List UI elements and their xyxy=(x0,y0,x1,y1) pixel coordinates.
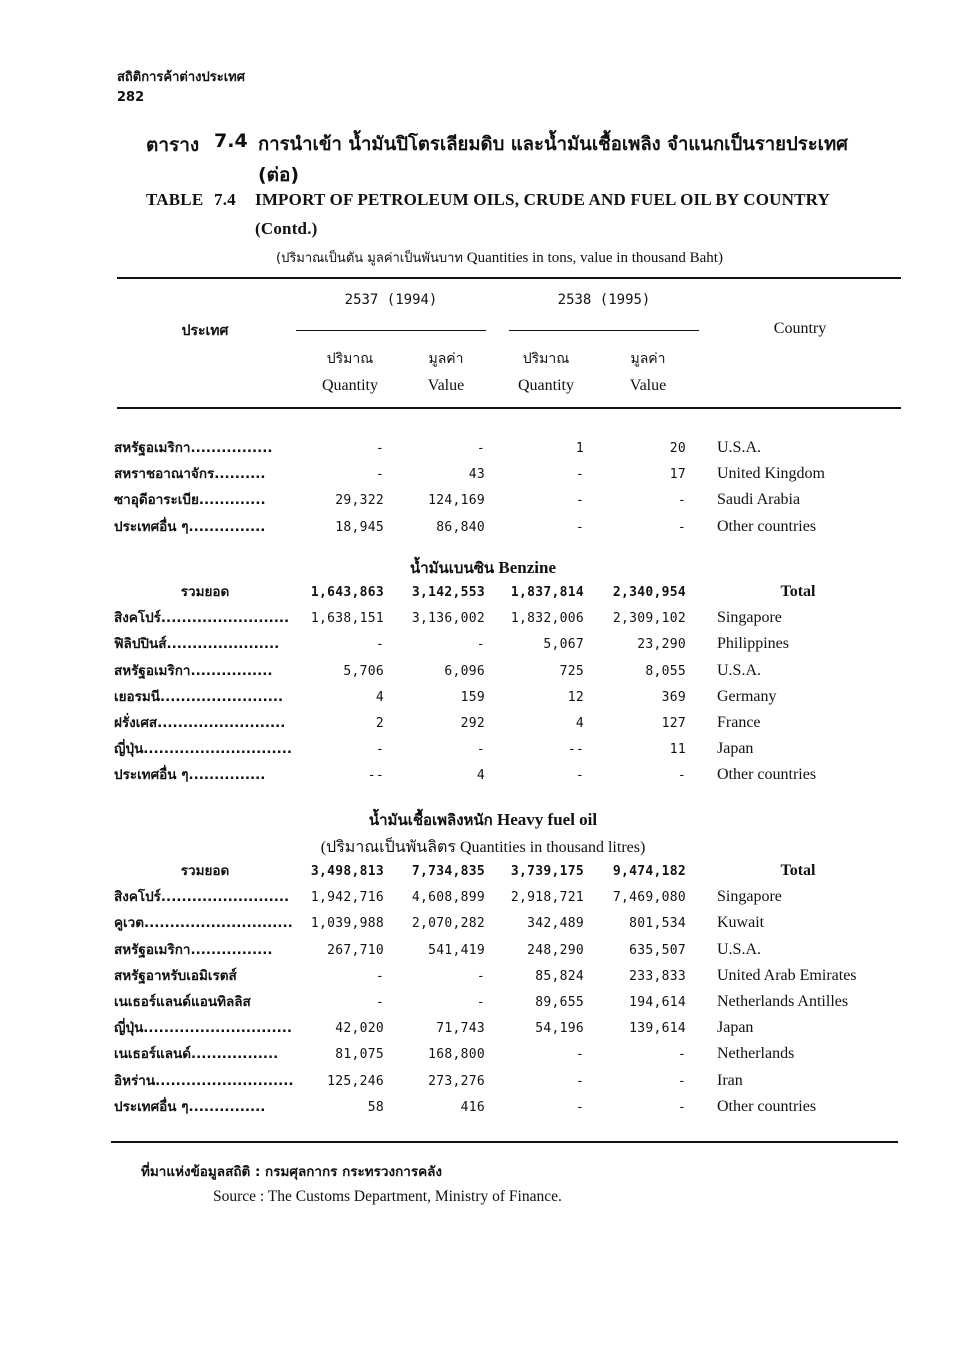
cell-q2: 2,918,721 xyxy=(510,890,584,906)
table-row xyxy=(0,1045,966,1067)
cell-q2: 248,290 xyxy=(527,942,584,958)
row-label-th: ญี่ปุ่น............................. xyxy=(114,741,293,758)
row-label-th: คูเวต............................. xyxy=(114,915,293,932)
year1-underline xyxy=(296,330,486,331)
cell-q1: - xyxy=(375,441,384,456)
row-label-en: Other countries xyxy=(717,766,817,784)
row-label-en: Singapore xyxy=(717,888,782,906)
cell-v2: - xyxy=(677,493,686,509)
cell-v2: 139,614 xyxy=(629,1021,686,1037)
cell-q2: - xyxy=(575,467,584,483)
row-label-en: Other countries xyxy=(717,1097,817,1115)
row-label-th: สหรัฐอเมริกา................ xyxy=(114,440,273,456)
qty1-th-heading: ปริมาณ xyxy=(326,351,374,367)
row-label-th: ประเทศอื่น ๆ............... xyxy=(114,518,266,535)
cell-q1: 2 xyxy=(375,716,384,731)
cell-v1: 6,096 xyxy=(444,663,485,679)
cell-q1: - xyxy=(375,637,384,653)
units-note-en: Quantities in tons, value in thousand Baht) xyxy=(466,250,723,266)
row-label-th: ฝรั่งเศส......................... xyxy=(114,715,286,731)
cell-v1: 168,800 xyxy=(428,1047,485,1063)
row-label-en: Kuwait xyxy=(717,914,765,932)
table-row xyxy=(0,993,966,1015)
cell-v1: 124,169 xyxy=(428,493,485,509)
row-label-en: Singapore xyxy=(717,609,782,627)
cell-v1: 416 xyxy=(460,1099,485,1115)
year2-underline xyxy=(509,330,699,331)
table-row xyxy=(0,914,966,936)
row-label-th: สหรัฐอาหรับเอมิเรตส์ xyxy=(114,967,237,984)
cell-v1: 3,142,553 xyxy=(411,585,485,600)
row-label-en: Netherlands xyxy=(717,1045,795,1063)
row-label-en: U.S.A. xyxy=(717,940,762,958)
section-title xyxy=(0,808,966,832)
row-label-en: Other countries xyxy=(717,517,817,535)
cell-q2: - xyxy=(575,519,584,535)
table-header-rule xyxy=(117,407,901,409)
row-label-en: U.S.A. xyxy=(717,661,762,679)
row-label-th: สหรัฐอเมริกา................ xyxy=(114,941,273,958)
cell-v1: 4,608,899 xyxy=(411,890,485,906)
cell-v2: 20 xyxy=(669,441,686,456)
cell-v2: - xyxy=(677,519,686,535)
total-row xyxy=(0,583,966,605)
running-header: สถิติการค้าต่างประเทศ xyxy=(117,70,245,85)
cell-q2: 3,739,175 xyxy=(510,864,584,879)
row-label-th: เนเธอร์แลนด์................. xyxy=(114,1046,279,1063)
row-label-th: สหราชอาณาจักร.......... xyxy=(114,466,266,483)
val2-en-heading: Value xyxy=(629,377,667,394)
row-label-en: Total xyxy=(780,583,816,600)
title-en-prefix: TABLE xyxy=(146,190,204,209)
table-row xyxy=(0,941,966,963)
cell-v2: 2,340,954 xyxy=(612,585,686,600)
cell-q1: 125,246 xyxy=(327,1073,384,1089)
cell-v1: 2,070,282 xyxy=(411,916,485,932)
cell-q1: 3,498,813 xyxy=(310,864,384,879)
row-label-th: สหรัฐอเมริกา................ xyxy=(114,662,273,679)
cell-q2: - xyxy=(575,493,584,509)
row-label-th: รวมยอด xyxy=(180,584,230,600)
cell-q1: 1,039,988 xyxy=(310,916,384,932)
cell-q1: 42,020 xyxy=(335,1021,384,1037)
cell-v2: 11 xyxy=(669,742,686,758)
cell-q2: 54,196 xyxy=(535,1021,584,1037)
table-row xyxy=(0,439,966,461)
row-label-th: ประเทศอื่น ๆ............... xyxy=(114,767,266,784)
title-en-text: IMPORT OF PETROLEUM OILS, CRUDE AND FUEL OIL BY COUNTRY xyxy=(255,190,830,209)
row-label-en: Netherlands Antilles xyxy=(717,993,849,1010)
cell-v2: 2,309,102 xyxy=(612,611,686,627)
title-th-contd: (ต่อ) xyxy=(258,164,300,186)
cell-q1: -- xyxy=(367,768,384,784)
cell-q2: -- xyxy=(567,742,584,758)
cell-q1: 18,945 xyxy=(335,519,384,535)
cell-q1: - xyxy=(375,467,384,483)
table-row xyxy=(0,609,966,631)
cell-q2: 1,837,814 xyxy=(510,585,584,600)
cell-v2: 369 xyxy=(661,689,686,705)
cell-v1: - xyxy=(476,968,485,984)
cell-v2: 17 xyxy=(669,467,686,483)
cell-q2: 12 xyxy=(567,689,584,705)
cell-v1: 86,840 xyxy=(436,519,485,535)
table-row xyxy=(0,491,966,513)
cell-v1: 273,276 xyxy=(428,1073,485,1089)
cell-v2: 23,290 xyxy=(637,637,686,653)
row-label-en: United Arab Emirates xyxy=(717,966,857,984)
country-th-heading: ประเทศ xyxy=(181,323,229,339)
section-title xyxy=(0,556,966,580)
year2-heading: 2538 (1995) xyxy=(557,292,651,308)
table-row xyxy=(0,766,966,788)
row-label-th: เนเธอร์แลนด์แอนทิลลิส xyxy=(114,994,251,1010)
section-title-th: น้ำมันเบนซิน xyxy=(409,559,495,577)
cell-v1: 7,734,835 xyxy=(411,864,485,879)
row-label-th: สิงคโปร์......................... xyxy=(114,610,290,627)
cell-q1: 5,706 xyxy=(343,663,384,679)
title-en-number: 7.4 xyxy=(214,190,236,209)
source-en: Source : The Customs Department, Ministry of Finance. xyxy=(213,1188,562,1205)
cell-q2: 1 xyxy=(575,441,584,456)
cell-v2: 801,534 xyxy=(629,916,686,932)
cell-v1: - xyxy=(476,742,485,758)
cell-q1: 267,710 xyxy=(327,942,384,958)
cell-q1: 4 xyxy=(375,689,384,705)
cell-q2: 4 xyxy=(575,716,584,731)
row-label-en: Philippines xyxy=(717,635,790,653)
cell-q1: - xyxy=(375,742,384,758)
cell-v2: 7,469,080 xyxy=(612,890,686,906)
row-label-en: Saudi Arabia xyxy=(717,491,801,509)
cell-v2: 8,055 xyxy=(645,663,686,679)
row-label-th: รวมยอด xyxy=(180,863,230,879)
cell-q1: 1,643,863 xyxy=(310,585,384,600)
table-top-rule xyxy=(117,277,901,279)
cell-v1: 43 xyxy=(468,467,485,483)
cell-q2: - xyxy=(575,1099,584,1115)
cell-v2: - xyxy=(677,1073,686,1089)
cell-v1: - xyxy=(476,441,485,456)
cell-v1: - xyxy=(476,637,485,653)
cell-q1: - xyxy=(375,995,384,1010)
cell-q2: 342,489 xyxy=(527,916,584,932)
row-label-th: สิงคโปร์......................... xyxy=(114,889,290,906)
row-label-th: เยอรมนี........................ xyxy=(114,688,284,705)
page-number: 282 xyxy=(117,90,145,105)
row-label-th: ญี่ปุ่น............................. xyxy=(114,1020,293,1037)
cell-q1: 81,075 xyxy=(335,1047,384,1063)
row-label-en: Japan xyxy=(717,1019,754,1037)
qty1-en-heading: Quantity xyxy=(322,377,378,394)
qty2-th-heading: ปริมาณ xyxy=(522,351,570,367)
cell-q1: 58 xyxy=(367,1099,384,1115)
val2-th-heading: มูลค่า xyxy=(630,351,666,367)
section-title-en: Heavy fuel oil xyxy=(497,810,598,829)
cell-v1: - xyxy=(476,995,485,1010)
cell-v2: - xyxy=(677,1047,686,1063)
title-th-prefix: ตาราง xyxy=(146,134,200,156)
cell-v2: 9,474,182 xyxy=(612,864,686,879)
country-en-heading: Country xyxy=(773,320,827,337)
table-row xyxy=(0,888,966,910)
cell-q2: - xyxy=(575,768,584,784)
row-label-en: Germany xyxy=(717,687,777,705)
table-row xyxy=(0,1072,966,1094)
qty2-en-heading: Quantity xyxy=(518,377,574,394)
cell-v2: 635,507 xyxy=(629,942,686,958)
cell-v2: - xyxy=(677,768,686,784)
cell-v1: 71,743 xyxy=(436,1021,485,1037)
section-title-th: น้ำมันเชื้อเพลิงหนัก xyxy=(368,811,493,829)
title-th-number: 7.4 xyxy=(214,130,248,152)
total-row xyxy=(0,862,966,884)
val1-th-heading: มูลค่า xyxy=(428,351,464,367)
cell-v1: 4 xyxy=(476,768,485,784)
cell-q2: 1,832,006 xyxy=(510,611,584,627)
cell-q1: - xyxy=(375,968,384,984)
cell-q2: 89,655 xyxy=(535,995,584,1010)
row-label-th: ประเทศอื่น ๆ............... xyxy=(114,1098,266,1115)
cell-v2: 127 xyxy=(661,716,686,731)
row-label-th: อิหร่าน........................... xyxy=(114,1072,294,1089)
cell-v1: 159 xyxy=(460,689,485,705)
cell-q2: 725 xyxy=(559,663,584,679)
cell-q2: - xyxy=(575,1073,584,1089)
table-row xyxy=(0,714,966,736)
row-label-en: U.S.A. xyxy=(717,439,762,456)
cell-v2: 194,614 xyxy=(629,995,686,1010)
row-label-en: Iran xyxy=(717,1071,743,1089)
table-row xyxy=(0,518,966,540)
cell-v1: 541,419 xyxy=(428,942,485,958)
row-label-th: ซาอุดีอาระเบีย............. xyxy=(114,492,266,509)
cell-v2: - xyxy=(677,1099,686,1115)
table-row xyxy=(0,635,966,657)
row-label-en: Japan xyxy=(717,740,754,758)
val1-en-heading: Value xyxy=(427,377,465,394)
table-row xyxy=(0,1098,966,1120)
year1-heading: 2537 (1994) xyxy=(344,292,438,308)
cell-q2: 5,067 xyxy=(543,637,584,653)
table-row xyxy=(0,740,966,762)
cell-q2: 85,824 xyxy=(535,968,584,984)
section-title-en: Benzine xyxy=(498,558,556,577)
table-row xyxy=(0,662,966,684)
table-row xyxy=(0,967,966,989)
row-label-th: ฟิลิปปินส์...................... xyxy=(114,636,280,653)
cell-v1: 3,136,002 xyxy=(411,611,485,627)
units-note-th: (ปริมาณเป็นตัน มูลค่าเป็นพันบาท xyxy=(276,251,463,266)
cell-q1: 29,322 xyxy=(335,493,384,509)
source-th: ที่มาแห่งข้อมูลสถิติ : กรมศุลกากร กระทรวงการคลัง xyxy=(141,1164,443,1180)
title-th-text: การนำเข้า น้ำมันปิโตรเลียมดิบ และน้ำมันเชื้อเพลิง จำแนกเป็นรายประเทศ xyxy=(258,134,848,155)
units-note xyxy=(276,247,723,268)
table-row xyxy=(0,688,966,710)
title-en-contd: (Contd.) xyxy=(255,219,318,238)
table-row xyxy=(0,1019,966,1041)
table-bottom-rule xyxy=(111,1141,898,1143)
row-label-en: France xyxy=(717,714,761,731)
section-units-note: (ปริมาณเป็นพันลิตร Quantities in thousand litres) xyxy=(320,839,646,856)
cell-q2: - xyxy=(575,1047,584,1063)
cell-v2: 233,833 xyxy=(629,968,686,984)
row-label-en: United Kingdom xyxy=(717,465,825,483)
cell-v1: 292 xyxy=(460,716,485,731)
row-label-en: Total xyxy=(780,862,816,879)
cell-q1: 1,942,716 xyxy=(310,890,384,906)
table-row xyxy=(0,465,966,487)
cell-q1: 1,638,151 xyxy=(310,611,384,627)
